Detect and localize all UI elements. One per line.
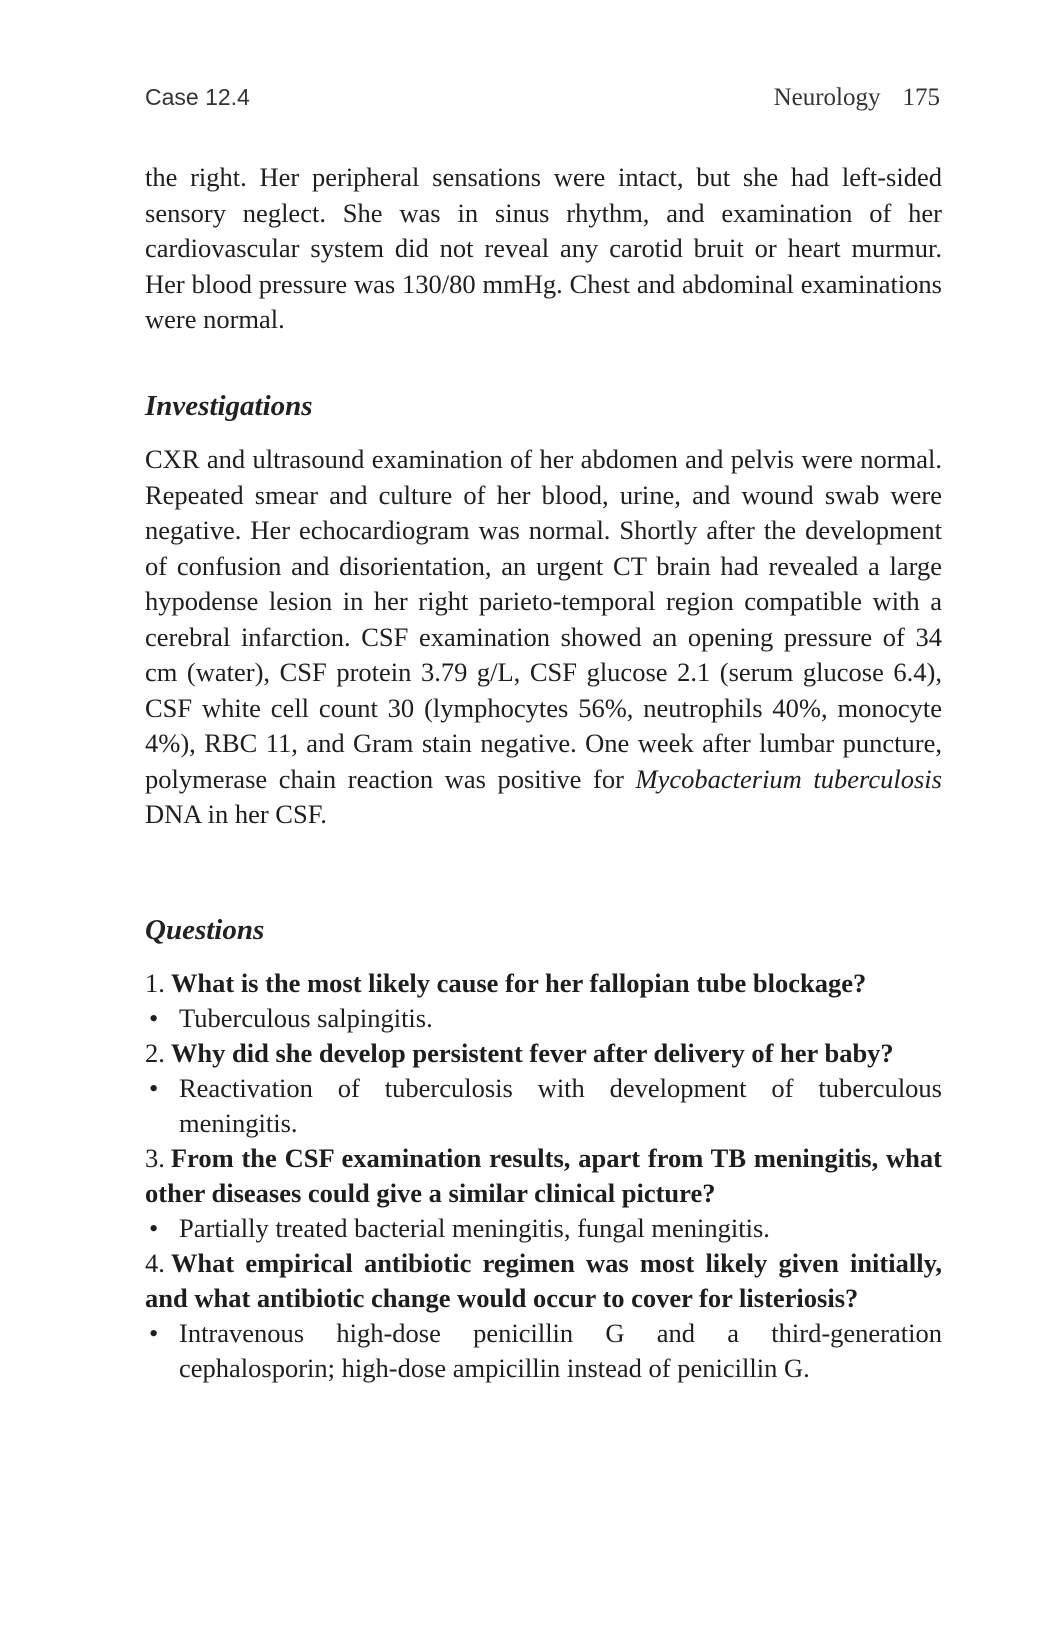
question-text: What is the most likely cause for her fallopian tube blockage? (170, 968, 867, 998)
investigations-paragraph (145, 442, 942, 833)
page-number: 175 (902, 84, 940, 111)
question-number: 4. (145, 1248, 165, 1278)
bullet-icon: • (149, 1003, 159, 1033)
question-3 (145, 1141, 942, 1211)
questions-heading: Questions (145, 914, 265, 946)
question-text: From the CSF examination results, apart from TB meningitis, what other diseases could give a similar clinical picture? (145, 1143, 942, 1208)
bullet-icon: • (149, 1318, 159, 1348)
question-2 (145, 1036, 942, 1071)
answer-text: Intravenous high-dose penicillin G and a third-generation cephalosporin; high-dose ampicillin instead of penicillin G. (179, 1318, 942, 1383)
investigations-heading: Investigations (145, 390, 313, 422)
question-number: 2. (145, 1038, 165, 1068)
question-4 (145, 1246, 942, 1316)
case-label: Case 12.4 (145, 84, 250, 110)
answer-text: Partially treated bacterial meningitis, fungal meningitis. (179, 1213, 770, 1243)
investigations-text-end: DNA in her CSF. (145, 799, 327, 829)
bullet-icon: • (149, 1213, 159, 1243)
answer-2 (145, 1071, 942, 1141)
questions-list (145, 966, 942, 1386)
organism-name: Mycobacterium tuberculosis (635, 763, 942, 794)
question-text: What empirical antibiotic regimen was most likely given initially, and what antibiotic change would occur to cover for listeriosis? (145, 1248, 942, 1313)
question-text: Why did she develop persistent fever after delivery of her baby? (170, 1038, 894, 1068)
section-title: Neurology (773, 84, 881, 111)
answer-text: Tuberculous salpingitis. (179, 1003, 433, 1033)
answer-3 (145, 1211, 942, 1246)
answer-text: Reactivation of tuberculosis with development of tuberculous meningitis. (179, 1073, 942, 1138)
intro-paragraph: the right. Her peripheral sensations were intact, but she had left-sided sensory neglect. She was in sinus rhythm, and examination of her cardiovascular system did not reveal any carotid bruit or heart murmur. Her blood pressure was 130/80 mmHg. Chest and abdominal examinations were normal. (145, 162, 942, 334)
answer-1 (145, 1001, 942, 1036)
investigations-text: CXR and ultrasound examination of her abdomen and pelvis were normal. Repeated smear and culture of her blood, urine, and wound swab were negative. Her echocardiogram was normal. Shortly after the development of confusion and disorientation, an urgent CT brain had revealed a large hypodense lesion in her right parieto-temporal region compatible with a cerebral infarction. CSF examination showed an opening pressure of 34 cm (water), CSF protein 3.79 g/L, CSF glucose 2.1 (serum glucose 6.4), CSF white cell count 30 (lymphocytes 56%, neutrophils 40%, monocyte 4%), RBC 11, and Gram stain negative. One week after lumbar puncture, polymerase chain reaction was positive for (145, 444, 942, 794)
answer-4 (145, 1316, 942, 1386)
question-number: 1. (145, 968, 165, 998)
question-1 (145, 966, 942, 1001)
bullet-icon: • (149, 1073, 159, 1103)
section-header (774, 84, 940, 112)
question-number: 3. (145, 1143, 165, 1173)
